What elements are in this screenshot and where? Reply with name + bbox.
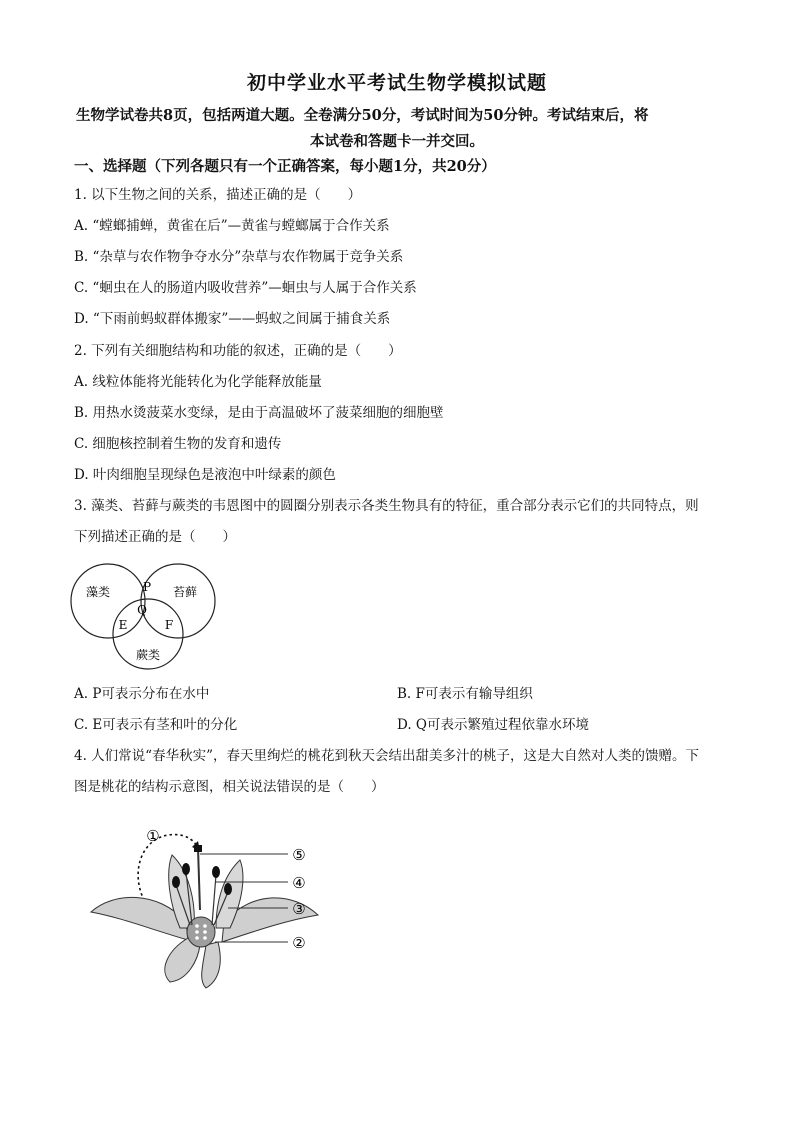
q4-stem-line-1: 4. 人们常说“春华秋实”，春天里绚烂的桃花到秋天会结出甜美多汁的桃子，这是大自然对人类的馈赠。下 — [74, 748, 699, 764]
intro-line-1: 生物学试卷共8页，包括两道大题。全卷满分50分，考试时间为50分钟。考试结束后，将 — [76, 107, 649, 124]
q3-stem-line-1: 3. 藻类、苔藓与蕨类的韦恩图中的圆圈分别表示各类生物具有的特征，重合部分表示它们的共同特点，则 — [74, 498, 699, 514]
q2-stem: 2. 下列有关细胞结构和功能的叙述，正确的是（ ） — [74, 343, 402, 359]
label-2: ② — [292, 934, 306, 952]
q1-option-b: B. “杂草与农作物争夺水分”杂草与农作物属于竞争关系 — [74, 249, 404, 265]
label-5: ⑤ — [292, 846, 306, 864]
venn-circle-moss — [141, 564, 215, 638]
q2-option-d: D. 叶肉细胞呈现绿色是液泡中叶绿素的颜色 — [74, 467, 336, 483]
venn-label-algae: 藻类 — [85, 585, 111, 599]
q3-option-b: B. F可表示有输导组织 — [397, 686, 533, 702]
q2-option-a: A. 线粒体能将光能转化为化学能释放能量 — [74, 374, 322, 390]
style — [198, 848, 200, 910]
exam-title: 初中学业水平考试生物学模拟试题 — [246, 72, 547, 94]
q1-option-a: A. “螳螂捕蝉，黄雀在后”—黄雀与螳螂属于合作关系 — [74, 218, 390, 234]
venn-label-e: E — [118, 618, 128, 632]
q3-option-a: A. P可表示分布在水中 — [74, 686, 210, 702]
lower-petal — [202, 942, 221, 988]
label-3: ③ — [292, 900, 306, 918]
venn-label-p: P — [142, 580, 152, 594]
q1-option-d: D. “下雨前蚂蚁群体搬家”——蚂蚁之间属于捕食关系 — [74, 311, 391, 327]
q4-stem-line-2: 图是桃花的结构示意图，相关说法错误的是（ ） — [74, 779, 385, 795]
intro-line-2: 本试卷和答题卡一并交回。 — [310, 133, 484, 150]
label-1: ① — [146, 827, 160, 845]
venn-diagram — [68, 558, 228, 670]
q2-option-c: C. 细胞核控制着生物的发育和遗传 — [74, 436, 282, 452]
label-4: ④ — [292, 874, 306, 892]
venn-circle-algae — [71, 564, 145, 638]
section-heading: 一、选择题（下列各题只有一个正确答案，每小题1分，共20分） — [74, 158, 496, 175]
venn-label-q: Q — [137, 603, 147, 617]
q3-stem-line-2: 下列描述正确的是（ ） — [74, 529, 236, 545]
q1-stem: 1. 以下生物之间的关系，描述正确的是（ ） — [74, 187, 362, 203]
venn-label-f: F — [164, 618, 174, 632]
venn-label-moss: 苔藓 — [172, 585, 198, 599]
stigma — [194, 845, 202, 852]
peach-flower-diagram — [88, 820, 328, 995]
q3-option-c: C. E可表示有茎和叶的分化 — [74, 717, 238, 733]
q2-option-b: B. 用热水烫菠菜水变绿，是由于高温破坏了菠菜细胞的细胞壁 — [74, 405, 444, 421]
q3-option-d: D. Q可表示繁殖过程依靠水环境 — [397, 717, 589, 733]
venn-label-fern: 蕨类 — [135, 648, 161, 662]
q1-option-c: C. “蛔虫在人的肠道内吸收营养”—蛔虫与人属于合作关系 — [74, 280, 417, 296]
